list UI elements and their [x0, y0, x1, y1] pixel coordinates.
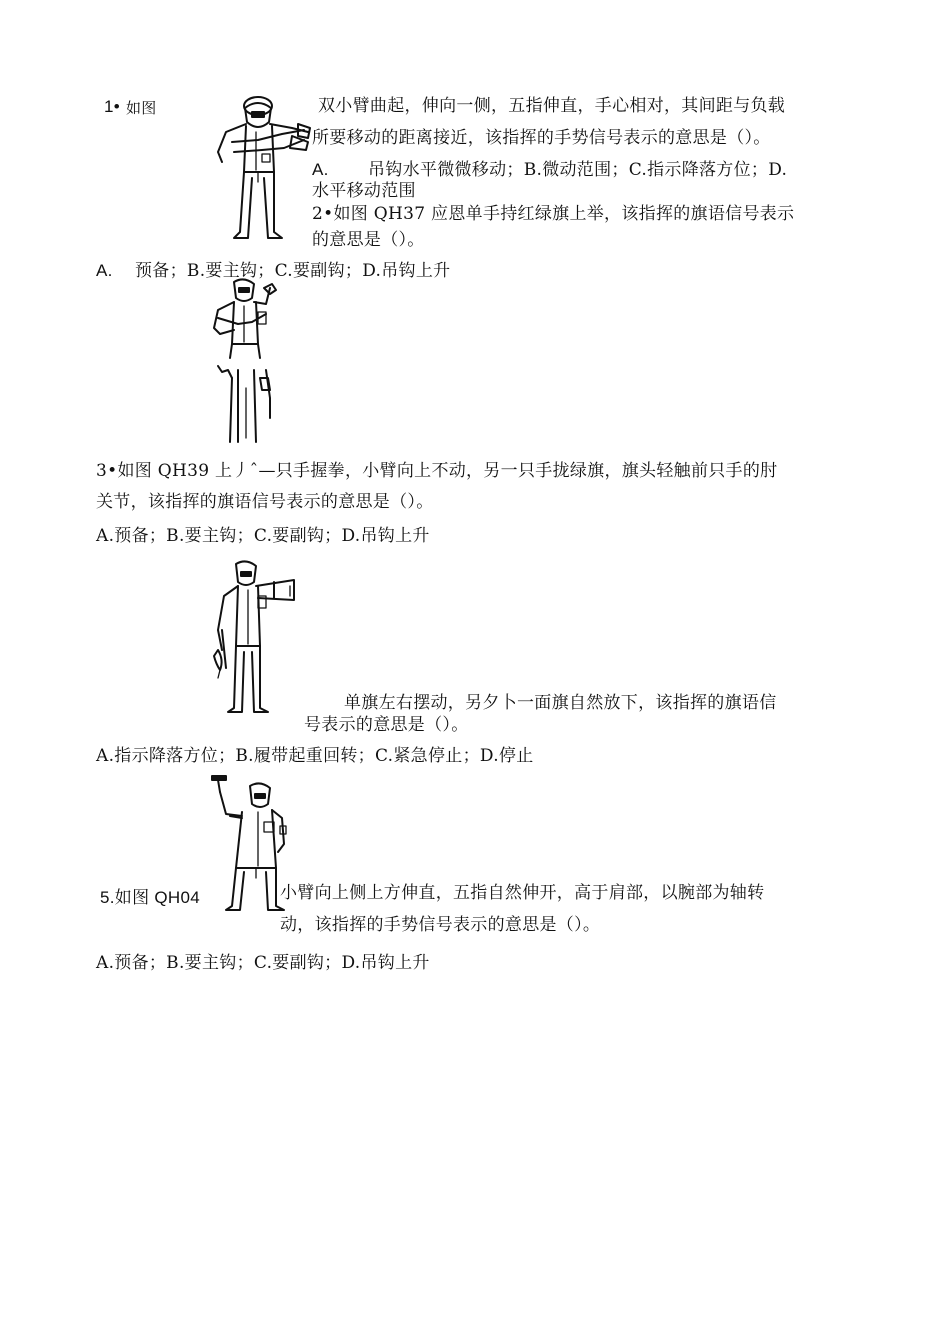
q2-options: 预备；B.要主钩；C.要副钩；D.吊钩上升 [135, 261, 451, 281]
q5-options: A.预备；B.要主钩；C.要副钩；D.吊钩上升 [96, 953, 430, 973]
q5-line2: 动，该指挥的手势信号表示的意思是（）。 [280, 915, 601, 935]
q2-option-a-letter: A. [96, 261, 113, 280]
q2-line2: 的意思是（）。 [312, 230, 425, 250]
q3-line2: 关节，该指挥的旗语信号表示的意思是（）。 [96, 492, 434, 512]
q4-line2: 号表示的意思是（）。 [304, 715, 469, 735]
q4-line1: 单旗左右摆动，另夕卜一面旗自然放下，该指挥的旗语信 [344, 693, 777, 713]
q2-line1: 2•如图 QH37 应恩单手持红绿旗上举，该指挥的旗语信号表示 [312, 204, 795, 224]
figure-qh37 [208, 278, 282, 446]
figure-qh-two-arms [212, 92, 314, 242]
q3-options: A.预备；B.要主钩；C.要副钩；D.吊钩上升 [96, 526, 430, 546]
figure-qh39 [210, 560, 298, 716]
q1-prefix: 如图 [126, 99, 157, 117]
q5-label: 5.如图 QH04 [100, 888, 201, 907]
q1-options: 吊钩水平微微移动；B.微动范围；C.指示降落方位；D. [368, 160, 788, 180]
q1-options-cont: 水平移动范围 [312, 181, 416, 201]
q1-line2: 所要移动的距离接近，该指挥的手势信号表示的意思是（）。 [312, 128, 771, 148]
q1-line1: 双小臂曲起，伸向一侧，五指伸直，手心相对，其间距与负载 [318, 96, 786, 116]
q1-option-a-letter: A. [312, 160, 329, 179]
q4-options: A.指示降落方位；B.履带起重回转；C.紧急停止；D.停止 [96, 746, 534, 766]
q5-line1: 小臂向上侧上方伸直，五指自然伸开，高于肩部，以腕部为轴转 [280, 883, 765, 903]
q1-number: 1• [104, 97, 121, 116]
q3-line1: 3•如图 QH39 上丿ˆ—只手握拳，小臂向上不动，另一只手拢绿旗，旗头轻触前只手的肘 [96, 461, 778, 481]
